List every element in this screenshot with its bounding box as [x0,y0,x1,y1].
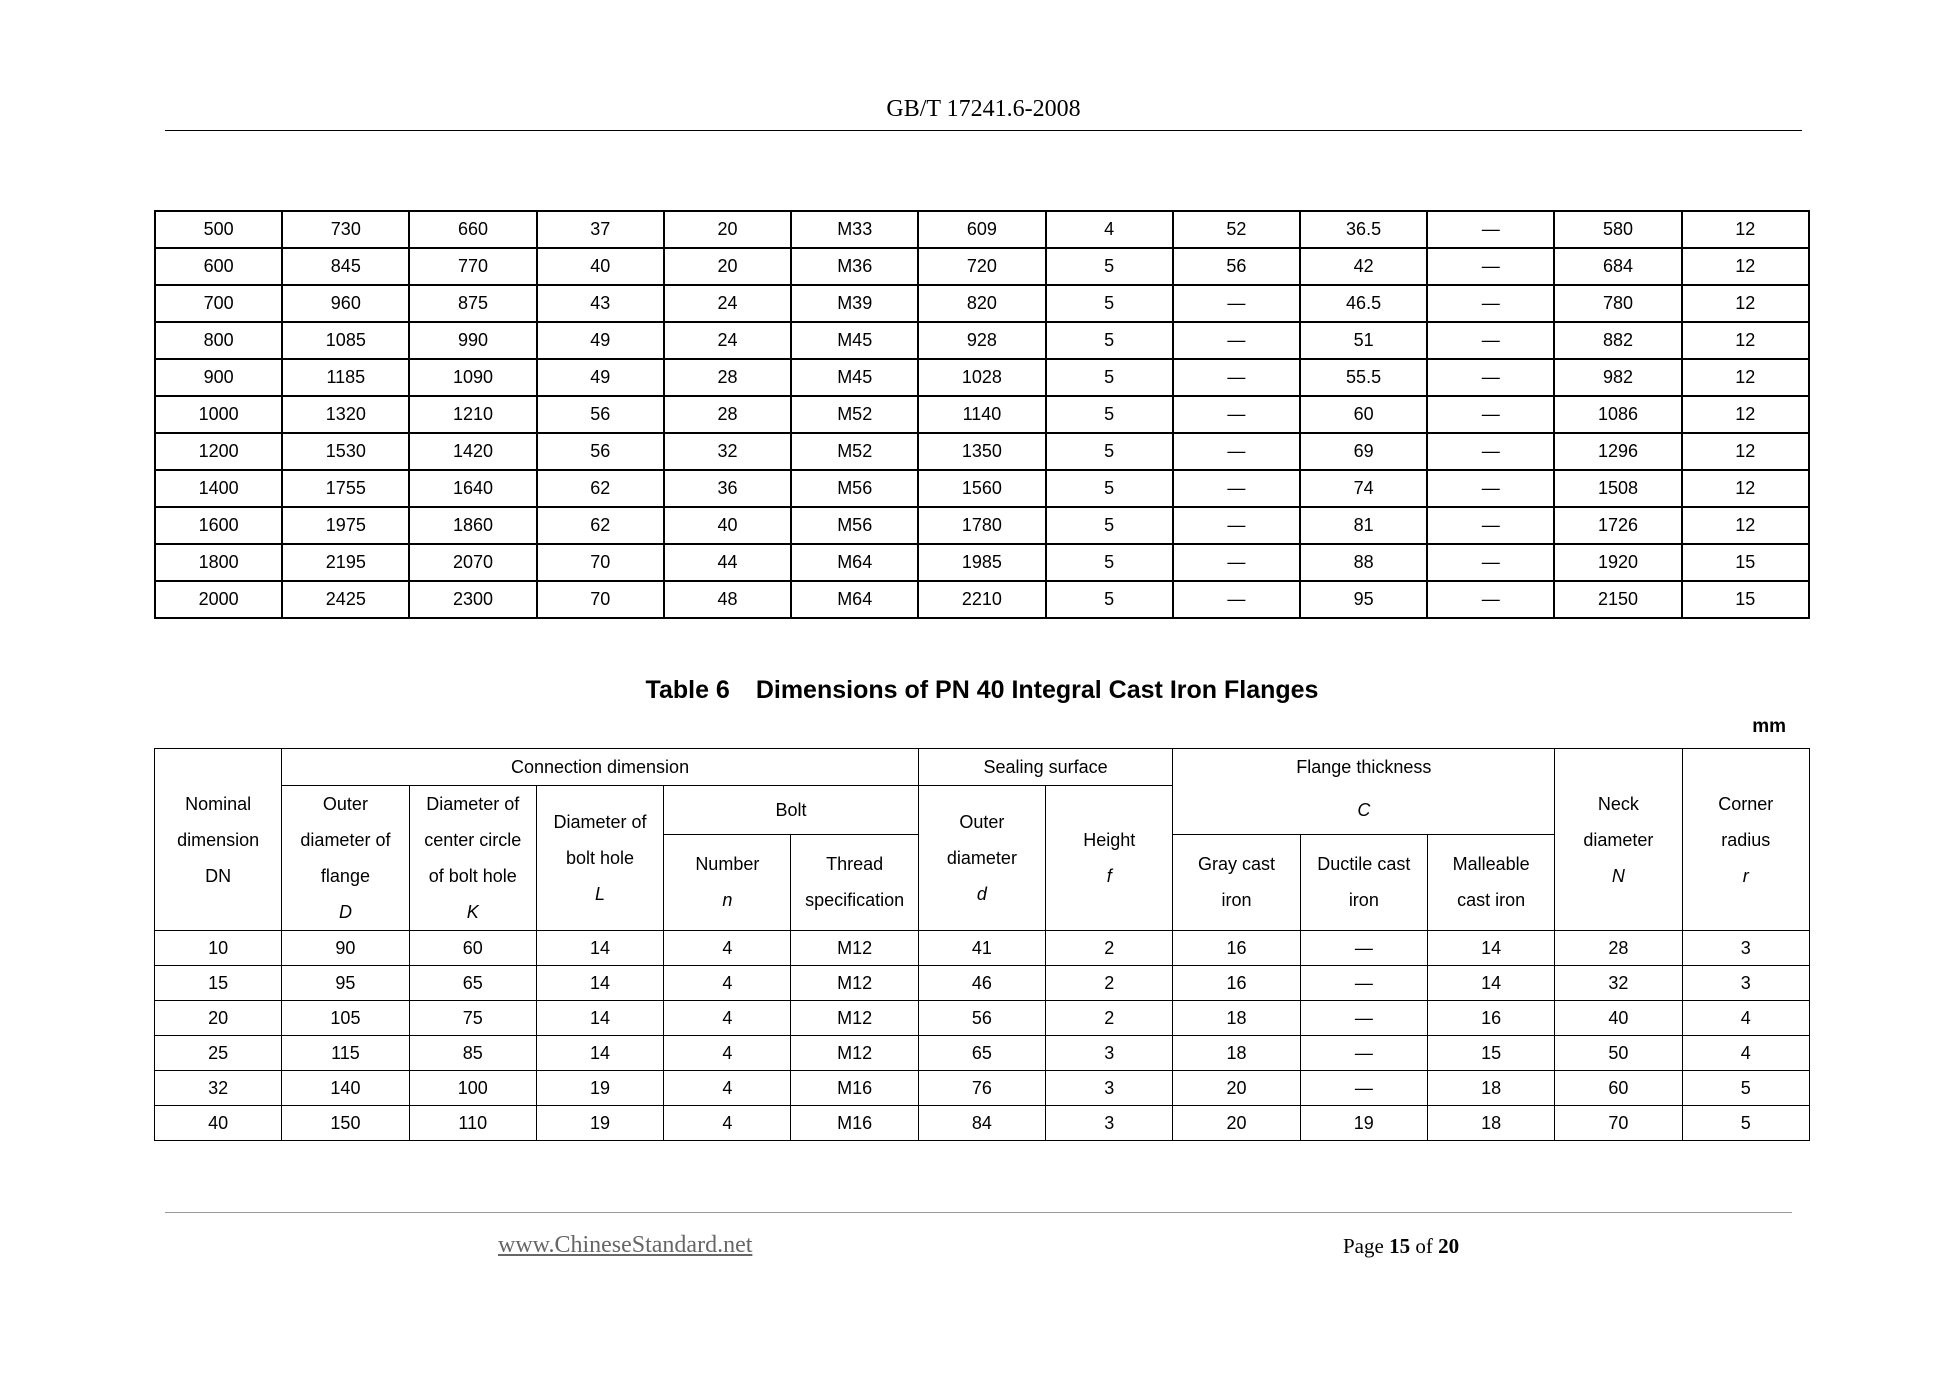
table-cell: 800 [155,322,282,359]
table-cell: 14 [1427,931,1554,966]
table-cell: 32 [1555,966,1682,1001]
table-cell: — [1427,544,1554,581]
table-cell: 18 [1427,1106,1554,1141]
table-cell: 4 [664,1001,791,1036]
table-cell: 40 [664,507,791,544]
table-cell: 12 [1682,322,1809,359]
table-cell: 5 [1682,1106,1809,1141]
header-nominal: Nominal dimension DN [155,749,282,931]
table-cell: M39 [791,285,918,322]
table-row [155,1106,1810,1141]
table-row [155,1071,1810,1106]
table-cell: 770 [409,248,536,285]
table-cell: 5 [1046,248,1173,285]
table-cell: 684 [1554,248,1681,285]
table-cell: 10 [155,931,282,966]
table-cell: 105 [282,1001,409,1036]
table-cell: 44 [664,544,791,581]
table-cell: 43 [537,285,664,322]
table-cell: 60 [409,931,536,966]
table-row [155,581,1809,618]
table-row [155,248,1809,285]
table-cell: 1755 [282,470,409,507]
table-cell: 600 [155,248,282,285]
table-cell: 5 [1046,396,1173,433]
table-cell: 62 [537,470,664,507]
table-cell: 1780 [918,507,1045,544]
table-cell: M12 [791,1001,918,1036]
footer-rule [165,1212,1792,1213]
table-cell: — [1427,581,1554,618]
table-cell: — [1427,433,1554,470]
table-cell: 69 [1300,433,1427,470]
table-cell: 1210 [409,396,536,433]
table-cell: 1086 [1554,396,1681,433]
table-cell: — [1427,507,1554,544]
table-cell: 4 [1682,1036,1809,1071]
table-cell: 780 [1554,285,1681,322]
table-cell: 1200 [155,433,282,470]
table-cell: M52 [791,396,918,433]
table-cell: 40 [155,1106,282,1141]
table-cell: 2425 [282,581,409,618]
table-cell: 1140 [918,396,1045,433]
table-cell: 700 [155,285,282,322]
table-cell: 1320 [282,396,409,433]
table-cell: M12 [791,966,918,1001]
table-cell: 5 [1046,359,1173,396]
table-cell: 19 [536,1106,663,1141]
table-cell: 85 [409,1036,536,1071]
table-cell: 20 [664,211,791,248]
table-cell: 88 [1300,544,1427,581]
table-cell: 1028 [918,359,1045,396]
table-cell: 14 [1427,966,1554,1001]
table-cell: 56 [918,1001,1045,1036]
table-row [155,211,1809,248]
table-cell: 115 [282,1036,409,1071]
table-cell: 1185 [282,359,409,396]
table-cell: 2210 [918,581,1045,618]
table-cell: M36 [791,248,918,285]
table-cell: 5 [1046,322,1173,359]
table-cell: 720 [918,248,1045,285]
table-cell: 65 [409,966,536,1001]
table-cell: 76 [918,1071,1045,1106]
table-cell: — [1427,470,1554,507]
table-cell: 51 [1300,322,1427,359]
table-cell: 16 [1173,931,1300,966]
table-cell: 100 [409,1071,536,1106]
table-cell: 16 [1427,1001,1554,1036]
table-cell: — [1300,1036,1427,1071]
table-cell: 20 [155,1001,282,1036]
table-cell: 15 [1427,1036,1554,1071]
table-cell: M52 [791,433,918,470]
table-cell: 32 [155,1071,282,1106]
table-cell: 875 [409,285,536,322]
table-cell: 3 [1046,1036,1173,1071]
table-cell: 70 [537,544,664,581]
table-cell: — [1173,322,1300,359]
table-cell: 95 [282,966,409,1001]
table-cell: — [1173,581,1300,618]
table-cell: 41 [918,931,1045,966]
table-cell: 1600 [155,507,282,544]
table-cell: 90 [282,931,409,966]
table-cell: 40 [537,248,664,285]
table-cell: 75 [409,1001,536,1036]
table-cell: — [1427,248,1554,285]
table-cell: 36 [664,470,791,507]
table6-unit: mm [1752,716,1786,737]
table-cell: 1090 [409,359,536,396]
table-cell: 50 [1555,1036,1682,1071]
table-cell: 36.5 [1300,211,1427,248]
table-cell: 2150 [1554,581,1681,618]
table-cell: 55.5 [1300,359,1427,396]
table-cell: 3 [1046,1071,1173,1106]
table-cell: M12 [791,931,918,966]
header-seal-outer: Outer diameter d [918,786,1045,931]
table-cell: 70 [1555,1106,1682,1141]
table-cell: — [1173,285,1300,322]
table-cell: 14 [536,1036,663,1071]
table-cell: 1560 [918,470,1045,507]
table-cell: 48 [664,581,791,618]
table-cell: 928 [918,322,1045,359]
table-cell: 730 [282,211,409,248]
table-row [155,544,1809,581]
table-cell: 62 [537,507,664,544]
table-cell: 12 [1682,211,1809,248]
table-cell: M56 [791,470,918,507]
table6-header [155,749,1810,931]
table-cell: 140 [282,1071,409,1106]
header-bolt-hole: Diameter of bolt hole L [536,786,663,931]
table-cell: — [1427,322,1554,359]
table-cell: 4 [664,1071,791,1106]
table-cell: 580 [1554,211,1681,248]
table-cell: 18 [1427,1071,1554,1106]
table-cell: 49 [537,322,664,359]
header-neck: Neck diameter N [1555,749,1682,931]
table-continued-body [155,211,1809,618]
table-cell: 12 [1682,433,1809,470]
table-cell: 16 [1173,966,1300,1001]
table-cell: 660 [409,211,536,248]
header-corner: Corner radius r [1682,749,1809,931]
table-cell: 3 [1682,966,1809,1001]
table-cell: M16 [791,1106,918,1141]
table-cell: — [1427,396,1554,433]
header-connection: Connection dimension [282,749,918,786]
header-flange-thickness: Flange thickness [1173,749,1555,786]
table-cell: 2 [1046,1001,1173,1036]
table-cell: 81 [1300,507,1427,544]
table-row [155,1001,1810,1036]
table-cell: — [1427,359,1554,396]
table-cell: 1800 [155,544,282,581]
header-gray-cast-iron: Gray cast iron [1173,834,1300,930]
table-cell: 46 [918,966,1045,1001]
table-cell: 1508 [1554,470,1681,507]
table-cell: — [1427,285,1554,322]
table-cell: 60 [1555,1071,1682,1106]
table6-body [155,931,1810,1141]
table-cell: 4 [664,966,791,1001]
table-cell: 15 [155,966,282,1001]
header-thread: Thread specification [791,834,918,930]
table-cell: 1640 [409,470,536,507]
table-cell: 12 [1682,470,1809,507]
table-cell: 18 [1173,1036,1300,1071]
table-cell: 3 [1682,931,1809,966]
table-cell: 60 [1300,396,1427,433]
header-center-circle: Diameter of center circle of bolt hole K [409,786,536,931]
table-cell: 1420 [409,433,536,470]
table-cell: — [1427,211,1554,248]
table6-caption-title: Dimensions of PN 40 Integral Cast Iron Flanges [755,676,1319,704]
table-continued [154,210,1810,619]
table-cell: 1085 [282,322,409,359]
table-cell: 74 [1300,470,1427,507]
table-cell: 882 [1554,322,1681,359]
table6 [154,748,1810,1141]
table-cell: — [1173,433,1300,470]
table-cell: — [1173,359,1300,396]
table-cell: 4 [1682,1001,1809,1036]
table-cell: 1350 [918,433,1045,470]
table-cell: 2300 [409,581,536,618]
table-cell: 32 [664,433,791,470]
table-cell: M64 [791,581,918,618]
header-flange-thickness-symbol: C [1173,786,1555,835]
table-cell: 1400 [155,470,282,507]
table-cell: 28 [664,396,791,433]
table-cell: 37 [537,211,664,248]
table-row [155,507,1809,544]
table-cell: M45 [791,322,918,359]
table-cell: 5 [1046,544,1173,581]
table-cell: 70 [537,581,664,618]
table-cell: 2 [1046,931,1173,966]
table-cell: — [1300,966,1427,1001]
table-cell: 52 [1173,211,1300,248]
table-cell: M33 [791,211,918,248]
table-row [155,931,1810,966]
table-cell: M45 [791,359,918,396]
table-cell: 5 [1046,285,1173,322]
table-cell: 5 [1046,507,1173,544]
header-outer-diameter: Outer diameter of flange D [282,786,409,931]
table-cell: 14 [536,966,663,1001]
footer-page-number: Page 15 of 20 [1343,1234,1460,1258]
table-cell: 150 [282,1106,409,1141]
table-cell: 18 [1173,1001,1300,1036]
table-cell: 20 [1173,1071,1300,1106]
header-rule [165,130,1802,131]
table-cell: 845 [282,248,409,285]
table-cell: 12 [1682,359,1809,396]
table-cell: — [1173,544,1300,581]
table-cell: 28 [1555,931,1682,966]
table-cell: 2 [1046,966,1173,1001]
table-cell: 4 [1046,211,1173,248]
table-cell: 15 [1682,544,1809,581]
table-cell: — [1300,1001,1427,1036]
table-cell: 110 [409,1106,536,1141]
table-cell: 42 [1300,248,1427,285]
table-cell: 19 [1300,1106,1427,1141]
table-cell: 1296 [1554,433,1681,470]
table-cell: 12 [1682,507,1809,544]
table-cell: M12 [791,1036,918,1071]
table-cell: 4 [664,1106,791,1141]
table-cell: 4 [664,1036,791,1071]
header-number: Number n [664,834,791,930]
table-cell: 56 [537,433,664,470]
table-cell: 20 [664,248,791,285]
footer-site-link[interactable]: www.ChineseStandard.net [498,1232,753,1258]
table-cell: 12 [1682,285,1809,322]
table-cell: 3 [1046,1106,1173,1141]
table-cell: 960 [282,285,409,322]
table-cell: 609 [918,211,1045,248]
table-row [155,359,1809,396]
table-cell: 56 [537,396,664,433]
header-bolt: Bolt [664,786,919,835]
table-cell: 24 [664,322,791,359]
table-cell: 5 [1682,1071,1809,1106]
table-cell: 900 [155,359,282,396]
table-cell: 20 [1173,1106,1300,1141]
table-cell: — [1300,931,1427,966]
table-cell: 5 [1046,433,1173,470]
table-cell: — [1173,470,1300,507]
table-row [155,433,1809,470]
table-cell: 1985 [918,544,1045,581]
table-cell: 15 [1682,581,1809,618]
table-cell: 40 [1555,1001,1682,1036]
document-header: GB/T 17241.6-2008 [886,96,1081,122]
header-sealing: Sealing surface [918,749,1173,786]
table-cell: 24 [664,285,791,322]
table-cell: 500 [155,211,282,248]
table-cell: 820 [918,285,1045,322]
table-cell: 46.5 [1300,285,1427,322]
table-cell: M56 [791,507,918,544]
header-malleable-cast-iron: Malleable cast iron [1427,834,1554,930]
table-cell: 1975 [282,507,409,544]
table-cell: 4 [664,931,791,966]
table-row [155,396,1809,433]
table-cell: 2000 [155,581,282,618]
table-cell: 2195 [282,544,409,581]
table-cell: 1000 [155,396,282,433]
table-cell: 990 [409,322,536,359]
table-cell: — [1173,396,1300,433]
table-cell: 65 [918,1036,1045,1071]
table-cell: 25 [155,1036,282,1071]
table-cell: 5 [1046,581,1173,618]
table-cell: 56 [1173,248,1300,285]
header-height: Height f [1046,786,1173,931]
table-cell: 12 [1682,248,1809,285]
table-cell: 95 [1300,581,1427,618]
table-cell: 1726 [1554,507,1681,544]
table-row [155,966,1810,1001]
table-cell: 84 [918,1106,1045,1141]
table-cell: 982 [1554,359,1681,396]
table-cell: 1920 [1554,544,1681,581]
table-cell: 1860 [409,507,536,544]
table-cell: 5 [1046,470,1173,507]
table-cell: — [1173,507,1300,544]
table-row [155,322,1809,359]
table6-caption [154,676,1810,705]
table-cell: 28 [664,359,791,396]
table-cell: — [1300,1071,1427,1106]
table-cell: 2070 [409,544,536,581]
table-cell: 49 [537,359,664,396]
table-cell: M64 [791,544,918,581]
table-row [155,1036,1810,1071]
table-row [155,285,1809,322]
header-ductile-cast-iron: Ductile cast iron [1300,834,1427,930]
table-row [155,470,1809,507]
table-cell: 14 [536,931,663,966]
table-cell: M16 [791,1071,918,1106]
table-cell: 19 [536,1071,663,1106]
table6-caption-number: Table 6 [645,676,730,704]
table-cell: 1530 [282,433,409,470]
table-cell: 14 [536,1001,663,1036]
table-cell: 12 [1682,396,1809,433]
